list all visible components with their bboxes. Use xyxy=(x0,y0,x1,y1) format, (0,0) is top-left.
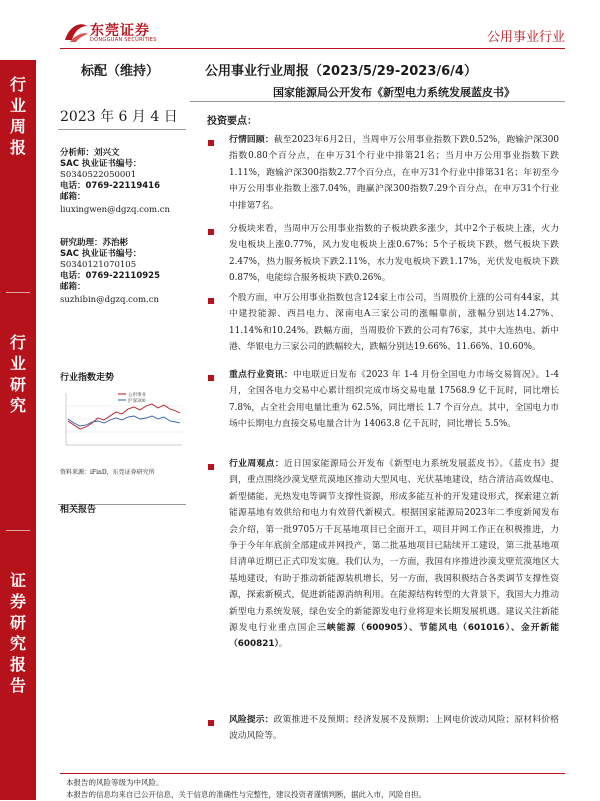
analyst-email-label: 邮箱： xyxy=(60,192,86,202)
paragraph-text: 近日国家能源局公开发布《新型电力系统发展蓝皮书》。《蓝皮书》提到，重点围绕沙漠戈壁荒漠地区推动大型风电、光伏基地建设，结合清洁高效煤电、新型储能、光热发电等调节支撑性资源，形成多能互补的开发建设形式，探索建立新能源基地有效供给和电力有效替代新模式。根据国家能源局2023年二季度新闻发布会介绍，第一批9705万千瓦基地项目已全面开工，项目并网工作正在积极推进，力争于今年年底前全部建成并网投产，第二批基地项目已陆续开工建设，第三批基地项目清单近期已正式印发实施。我们认为，一方面，我国有序推进沙漠戈壁荒漠地区大基地建设，有助于推动新能源装机增长，另一方面，我国积极结合各类调节支撑性资源，探索新模式，促进新能源消纳利用。在能源结构转型的大背景下，我国大力推动新型电力系统发展，绿色安全的新能源发电行业将迎来长期发展机遇。建议关注新能源发电行业重点国企 xyxy=(229,459,559,634)
related-reports-title: 相关报告 xyxy=(60,505,97,515)
legend-csi300: 沪深300 xyxy=(128,399,146,404)
assistant-cert-label: SAC 执业证书编号： xyxy=(60,249,142,259)
paragraph-text: 中电联近日发布《2023 年 1-4 月份全国电力市场交易简况》。1-4 月，全国各电力交易中心累计组织完成市场交易电量 17568.9 亿千瓦时，同比增长 7.8%，占全社会用电量比重为 62.5%，同比增长 1.7 个百分点。其中，全国电力市场中长期电力直接交易电量合计为 14063.8 亿千瓦时，同比增长 5.5%。 xyxy=(229,370,559,430)
paragraph-text: 政策推进不及预期；经济发展不及预期；上网电价波动风险；原材料价格波动风险等。 xyxy=(229,715,559,742)
paragraph-text: 分板块来看，当周申万公用事业指数的子板块跌多涨少，其中2个子板块上涨，火力发电板块上涨0.77%，风力发电板块上涨0.67%；5个子板块下跌，燃气板块下跌2.47%，热力服务板块下跌2.11%，水力发电板块下跌1.17%，光伏发电板块下跌0.87%，电能综合服务板块下跌0.26%。 xyxy=(229,224,559,284)
paragraph-lead: 风险提示： xyxy=(229,715,274,725)
sidebar-divider xyxy=(6,530,30,531)
assistant-phone: 电话：0769-22110925 xyxy=(60,271,160,281)
header-divider xyxy=(60,48,565,49)
assistant-email[interactable]: suzhibin@dgzq.com.cn xyxy=(60,295,160,305)
date-divider xyxy=(58,129,186,130)
footer-risk-level: 本报告的风险等级为中风险。 xyxy=(66,778,164,787)
sidebar-research-text: 行业研究 xyxy=(9,333,26,415)
paragraph-weekly-view xyxy=(229,456,559,653)
assistant-name: 研究助理：苏治彬 xyxy=(60,238,129,248)
sidebar-label-weekly xyxy=(0,74,36,158)
sidebar-securities-text: 证券研究报告 xyxy=(9,571,26,695)
logo-text: 东莞证券 xyxy=(90,23,150,39)
sidebar-weekly-text: 行业周报 xyxy=(9,75,26,157)
sidebar-label-research xyxy=(0,332,36,416)
rating: 标配（维持） xyxy=(81,64,160,79)
report-subtitle: 国家能源局公开发布《新型电力系统发展蓝皮书》 xyxy=(273,86,515,99)
analyst-email[interactable]: liuxingwen@dgzq.com.cn xyxy=(60,205,170,215)
bullet-marker xyxy=(208,720,214,726)
bullet-marker xyxy=(208,229,214,235)
paragraph-sectors xyxy=(229,221,559,287)
logo-english: DONGGUAN SECURITIES xyxy=(90,37,157,43)
assistant-cert: S0340121070105 xyxy=(60,260,137,270)
assistant-info xyxy=(60,238,160,306)
paragraph-market-review xyxy=(229,132,559,214)
bullet-marker xyxy=(208,298,214,304)
assistant-email-label: 邮箱： xyxy=(60,282,86,292)
analyst-cert: S0340522050001 xyxy=(60,170,137,180)
bullet-marker xyxy=(208,375,214,381)
report-title: 公用事业行业周报（2023/5/29-2023/6/4） xyxy=(205,64,477,79)
paragraph-lead: 行情回顾： xyxy=(229,135,274,145)
logo-icon xyxy=(62,20,90,44)
paragraph-lead: 重点行业资讯： xyxy=(229,370,293,380)
analyst-phone: 电话：0769-22119416 xyxy=(60,181,160,191)
bullet-marker xyxy=(208,140,214,146)
csi300-series-line xyxy=(68,416,180,426)
subtitle-divider xyxy=(190,101,565,102)
legend-utilities: 公用事业 xyxy=(128,393,146,398)
footer-divider xyxy=(60,773,565,774)
analyst-cert-label: SAC 执业证书编号： xyxy=(60,159,142,169)
industry-label: 公用事业行业 xyxy=(486,30,565,45)
paragraph-risk xyxy=(229,712,559,745)
paragraph-lead: 行业周观点： xyxy=(229,459,284,469)
analyst-info xyxy=(60,148,170,216)
chart-source: 资料来源：iFinD，东莞证券研究所 xyxy=(60,469,155,476)
bullet-marker xyxy=(208,464,214,470)
paragraph-tail: 。 xyxy=(278,639,288,650)
sidebar xyxy=(0,60,36,800)
sidebar-divider xyxy=(6,292,30,293)
index-trend-chart xyxy=(58,385,186,453)
recommended-stocks: 三峡能源（600905）、节能风电（601016）、金开新能（600821） xyxy=(229,623,559,650)
paragraph-text: 截至2023年6月2日，当周申万公用事业指数下跌0.52%，跑输沪深300指数0.80个百分点，在申万31个行业中排第21名；当月申万公用事业指数下跌1.11%，跑输沪深300指数2.77个百分点，在申万31个行业中排第31名；年初至今申万公用事业指数上涨7.04%，跑赢沪深300指数7.29个百分点，在申万31个行业中排第7名。 xyxy=(229,135,559,211)
paragraph-stocks xyxy=(229,290,559,356)
paragraph-industry-news xyxy=(229,367,559,433)
analyst-name: 分析师：刘兴文 xyxy=(60,148,120,158)
invest-points-label: 投资要点： xyxy=(207,116,257,127)
sidebar-label-securities xyxy=(0,570,36,696)
index-chart-title: 行业指数走势 xyxy=(60,373,115,383)
footer-disclaimer: 本报告的信息均来自已公开信息，关于信息的准确性与完整性，建议投资者谨慎判断，据此入市，风险自担。 xyxy=(66,790,426,799)
paragraph-text: 个股方面，申万公用事业指数包含124家上市公司，当周股价上涨的公司有44家，其中建投能源、西昌电力、深南电A三家公司的涨幅靠前，涨幅分别达14.27%、11.14%和10.24%。跌幅方面，当周股价下跌的公司有76家，其中大连热电、新中港、华银电力三家公司的跌幅较大，跌幅分别达19.66%、11.66%、10.60%。 xyxy=(229,293,559,353)
report-date: 2023 年 6 月 4 日 xyxy=(60,109,178,125)
